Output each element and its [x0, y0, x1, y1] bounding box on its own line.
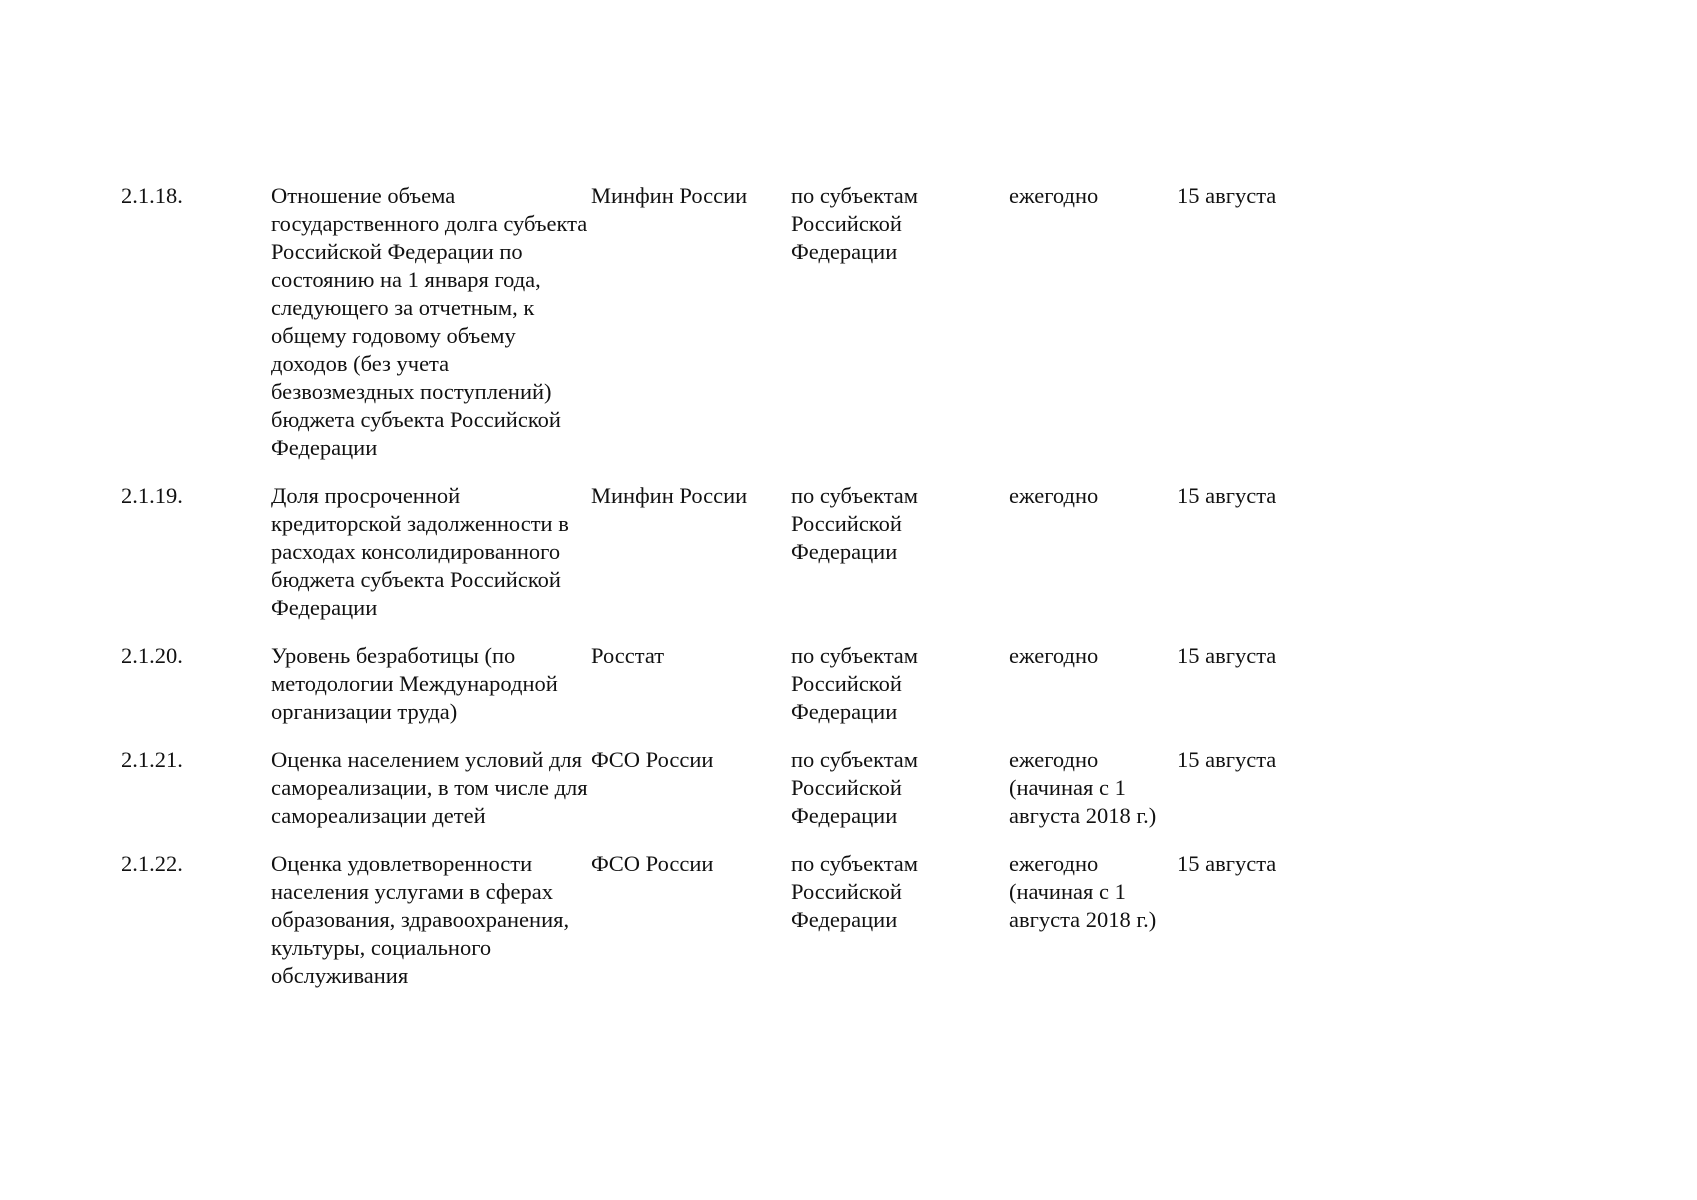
periodicity: ежегодно — [1009, 183, 1099, 208]
row-number: 2.1.19. — [121, 483, 183, 508]
breakdown-level: по субъектам Российской Федерации — [791, 183, 919, 264]
table-row — [121, 746, 1337, 850]
indicator-name: Оценка удовлетворенности населения услугами в сферах образования, здравоохранения, культуры, социального обслуживания — [271, 851, 570, 988]
periodicity: ежегодно — [1009, 643, 1099, 668]
deadline: 15 августа — [1177, 747, 1277, 772]
deadline: 15 августа — [1177, 183, 1277, 208]
responsible-agency: ФСО России — [591, 747, 714, 772]
table-row — [121, 182, 1337, 482]
table-row — [121, 482, 1337, 642]
deadline: 15 августа — [1177, 643, 1277, 668]
responsible-agency: ФСО России — [591, 851, 714, 876]
indicator-name: Доля просроченной кредиторской задолженности в расходах консолидированного бюджета субъекта Российской Федерации — [271, 483, 569, 620]
responsible-agency: Минфин России — [591, 483, 748, 508]
breakdown-level: по субъектам Российской Федерации — [791, 851, 919, 932]
table-row — [121, 850, 1337, 1010]
row-number: 2.1.22. — [121, 851, 183, 876]
indicators-table — [121, 182, 1337, 1010]
breakdown-level: по субъектам Российской Федерации — [791, 643, 919, 724]
row-number: 2.1.18. — [121, 183, 183, 208]
breakdown-level: по субъектам Российской Федерации — [791, 483, 919, 564]
periodicity: ежегодно (начиная с 1 августа 2018 г.) — [1009, 851, 1157, 932]
row-number: 2.1.21. — [121, 747, 183, 772]
indicator-name: Отношение объема государственного долга субъекта Российской Федерации по состоянию на 1 января года, следующего за отчетным, к общему годовому объему доходов (без учета безвозмездных поступлений) бюджета субъекта Российской Федерации — [271, 183, 588, 460]
deadline: 15 августа — [1177, 851, 1277, 876]
responsible-agency: Минфин России — [591, 183, 748, 208]
indicator-name: Уровень безработицы (по методологии Международной организации труда) — [271, 643, 558, 724]
row-number: 2.1.20. — [121, 643, 183, 668]
responsible-agency: Росстат — [591, 643, 665, 668]
breakdown-level: по субъектам Российской Федерации — [791, 747, 919, 828]
periodicity: ежегодно (начиная с 1 августа 2018 г.) — [1009, 747, 1157, 828]
deadline: 15 августа — [1177, 483, 1277, 508]
periodicity: ежегодно — [1009, 483, 1099, 508]
table-row — [121, 642, 1337, 746]
indicator-name: Оценка населением условий для самореализации, в том числе для самореализации детей — [271, 747, 588, 828]
